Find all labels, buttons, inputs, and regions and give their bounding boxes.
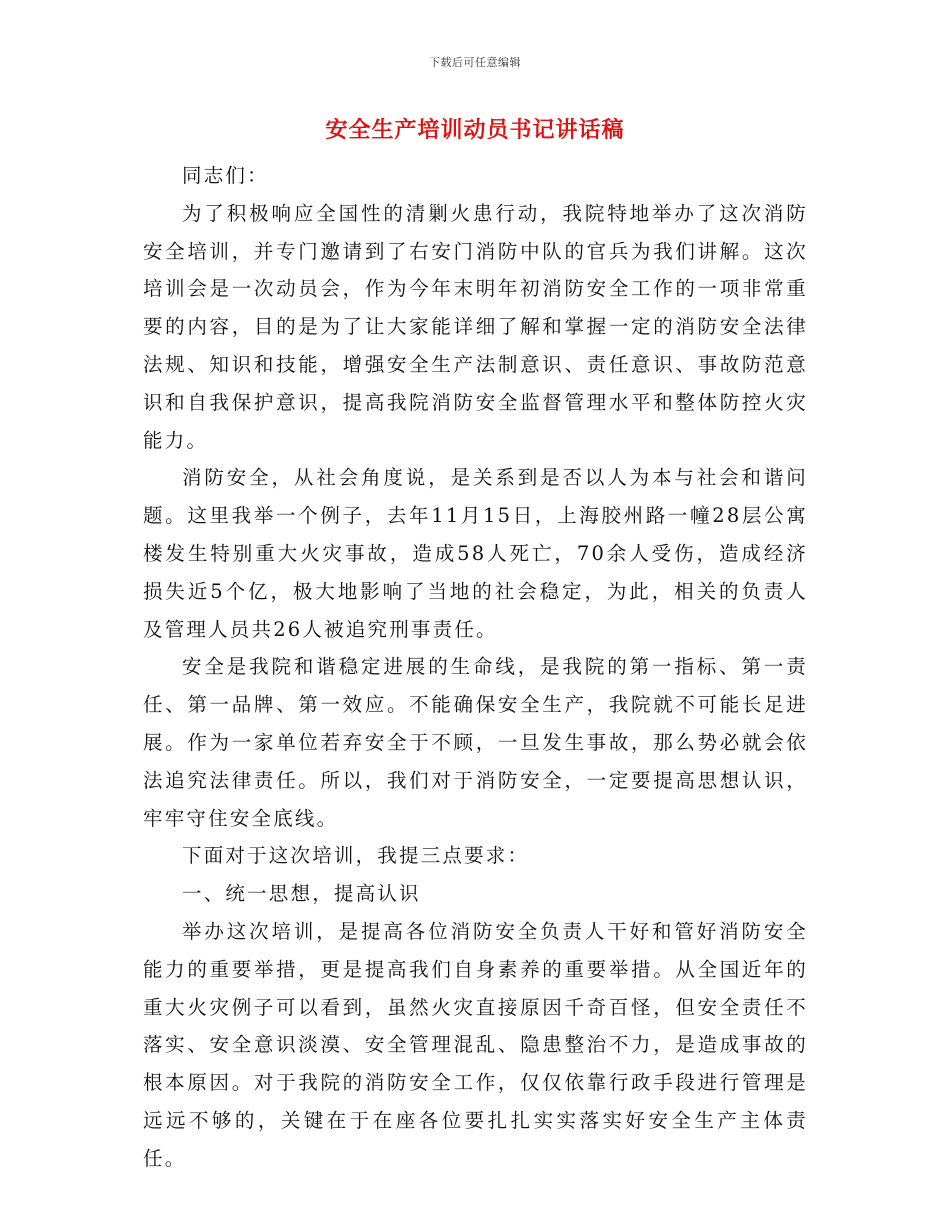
paragraph: 下面对于这次培训，我提三点要求： (182, 844, 530, 868)
document-title: 安全生产培训动员书记讲话稿 (325, 117, 625, 143)
paragraph: 消防安全，从社会角度说，是关系到是否以人为本与社会和谐问题。这里我举一个例子，去年11月15日，上海胶州路一幢28层公寓楼发生特别重大火灾事故，造成58人死亡，70余人受伤，造成经济损失近5个亿，极大地影响了当地的社会稳定，为此，相关的负责人及管理人员共26人被追究刑事责任。 (143, 466, 808, 641)
paragraph: 安全是我院和谐稳定进展的生命线，是我院的第一指标、第一责任、第一品牌、第一效应。不能确保安全生产，我院就不可能长足进展。作为一家单位若弃安全于不顾，一旦发生事故，那么势必就会依法追究法律责任。所以，我们对于消防安全，一定要提高思想认识，牢牢守住安全底线。 (143, 655, 808, 830)
header-note: 下载后可任意编辑 (429, 56, 521, 69)
paragraph: 举办这次培训，是提高各位消防安全负责人干好和管好消防安全能力的重要举措，更是提高我们自身素养的重要举措。从全国近年的重大火灾例子可以看到，虽然火灾直接原因千奇百怪，但安全责任不落实、安全意识淡漠、安全管理混乱、隐患整治不力，是造成事故的根本原因。对于我院的消防安全工作，仅仅依靠行政手段进行管理是远远不够的，关键在于在座各位要扎扎实实落实好安全生产主体责任。 (143, 919, 808, 1170)
section-heading: 一、统一思想，提高认识 (182, 882, 421, 906)
document-body (143, 157, 808, 1178)
salutation: 同志们： (182, 164, 269, 187)
paragraph: 为了积极响应全国性的清剿火患行动，我院特地举办了这次消防安全培训，并专门邀请到了右安门消防中队的官兵为我们讲解。这次培训会是一次动员会，作为今年末明年初消防安全工作的一项非常重要的内容，目的是为了让大家能详细了解和掌握一定的消防安全法律法规、知识和技能，增强安全生产法制意识、责任意识、事故防范意识和自我保护意识，提高我院消防安全监督管理水平和整体防控火灾能力。 (143, 201, 808, 452)
